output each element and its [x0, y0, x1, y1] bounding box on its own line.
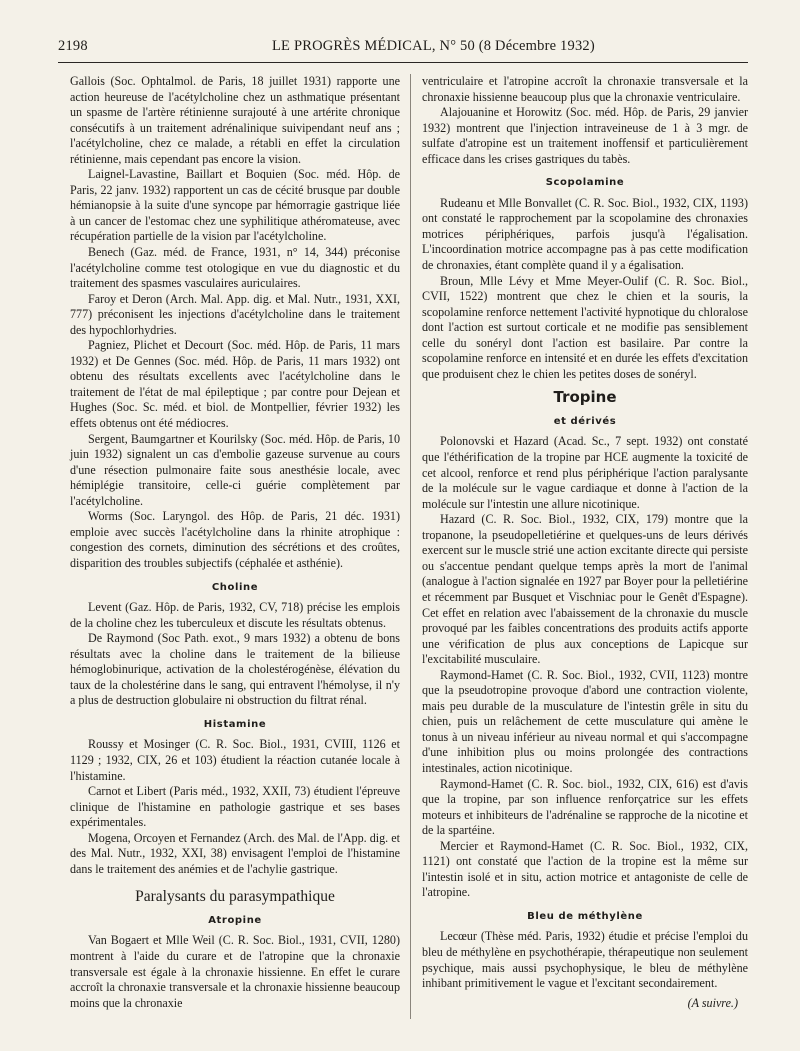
column-divider	[410, 74, 411, 1019]
header-rule	[58, 62, 748, 63]
paragraph: Carnot et Libert (Paris méd., 1932, XXII, 73) étudient l'épreuve clinique de l'histamine en pathologie gastrique et ses bases expérimentales.	[70, 784, 400, 830]
paragraph: Rudeanu et Mlle Bonvallet (C. R. Soc. Biol., 1932, CIX, 1193) ont constaté le rapprochement par la scopolamine des chronaxies motrices périphériques, parfois jusqu'à l'égalisation. L'incoordination motrice accompagne pas à pas cette modification de chronaxies, étant complète quand il y a égalisation.	[422, 195, 748, 273]
section-heading-atropine: Atropine	[208, 914, 262, 926]
page-number: 2198	[58, 38, 88, 54]
section-heading-scopolamine: Scopolamine	[545, 177, 625, 189]
section-heading-paralysants: Paralysants du parasympathique	[135, 888, 335, 906]
paragraph: De Raymond (Soc Path. exot., 9 mars 1932) a obtenu de bons résultats avec la choline dans le traitement de la bilieuse hémoglobinurique, activation de la cholestérogénèse, élévation du taux de la cholestérine dans le sang, qui entravent l'hémolyse, il n'y a plus de destruction globulaire ni obstruction du filtrat rénal.	[70, 631, 400, 708]
paragraph: Benech (Gaz. méd. de France, 1931, n° 14, 344) préconise l'acétylcholine comme test otologique en vue du diagnostic et du traitement des spasmes vasculaires auriculaires.	[70, 245, 400, 291]
paragraph: Raymond-Hamet (C. R. Soc. biol., 1932, CIX, 616) est d'avis que la tropine, par son influence renforçatrice sur les effets moteurs et inhibiteurs de l'adrénaline se rapproche de la nicotine et de la spartéine.	[422, 776, 748, 838]
right-column	[422, 74, 748, 1011]
paragraph: Sergent, Baumgartner et Kourilsky (Soc. méd. Hôp. de Paris, 10 juin 1932) signalent un cas d'embolie gazeuse survenue au cours d'une résection pulmonaire faite sous anesthésie locale, avec hémiplégie transitoire, celle-ci guérie complètement par l'acétylcholine.	[70, 431, 400, 508]
paragraph: Van Bogaert et Mlle Weil (C. R. Soc. Biol., 1931, CVII, 1280) montrent à l'aide du curare et de l'atropine que la chronaxie transversale est égale à la chronaxie hissienne. En effet le curare accroît la chronaxie transversale et la chronaxie hissienne beaucoup moins que la chronaxie	[70, 933, 400, 1010]
section-subheading-derives: et dérivés	[553, 415, 617, 427]
paragraph: Raymond-Hamet (C. R. Soc. Biol., 1932, CVII, 1123) montre que la pseudotropine provoque d'abord une contraction violente, mais peu durable de la musculature de l'intestin grêle in situ du chien, puis un relâchement de cette musculature qui amène le tonus à un niveau inférieur au niveau normal et qui s'accompagne d'une inhibition plus ou moins prolongée des contractions intestinales, action nicotinique.	[422, 667, 748, 775]
paragraph: ventriculaire et l'atropine accroît la chronaxie transversale et la chronaxie hissienne beaucoup plus que la chronaxie ventriculaire.	[422, 74, 748, 104]
paragraph: Laignel-Lavastine, Baillart et Boquien (Soc. méd. Hôp. de Paris, 22 janv. 1932) rapportent un cas de cécité brusque par double hémianopsie à la suite d'une syncope par hémorragie gastrique liée à un cancer de l'estomac chez une syphilitique athéromateuse, avec récupération partielle de la vision par l'acétylcholine.	[70, 167, 400, 244]
paragraph: Mercier et Raymond-Hamet (C. R. Soc. Biol., 1932, CIX, 1121) ont constaté que l'action de la tropine est la même sur l'intestin isolé et in situ, action motrice et antagoniste de celle de l'atropine.	[422, 838, 748, 900]
paragraph: Roussy et Mosinger (C. R. Soc. Biol., 1931, CVIII, 1126 et 1129 ; 1932, CIX, 26 et 103) étudient la réaction cutanée locale à l'histamine.	[70, 737, 400, 783]
paragraph: Alajouanine et Horowitz (Soc. méd. Hôp. de Paris, 29 janvier 1932) montrent que l'injection intraveineuse de 1 à 3 mgr. de sulfate d'atropine est un traitement inoffensif et particulièrement efficace dans les crises gastriques du tabès.	[422, 105, 748, 166]
paragraph: Gallois (Soc. Ophtalmol. de Paris, 18 juillet 1931) rapporte une action heureuse de l'acétylcholine chez un asthmatique présentant un spasme de l'artère rétinienne surajouté à une artérite chronique consécutifs à un traitement adrénalinique suivipendant neuf ans ; l'acétylcholine, chez ce malade, a rétabli en effet la circulation rétinienne, mais cependant pas encore la vision.	[70, 74, 400, 166]
section-heading-tropine: Tropine	[553, 388, 617, 407]
section-heading-histamine: Histamine	[203, 718, 267, 730]
section-heading-bleu: Bleu de méthylène	[527, 910, 643, 922]
paragraph: Levent (Gaz. Hôp. de Paris, 1932, CV, 718) précise les emplois de la choline chez les tuberculeux et discute les résultats obtenus.	[70, 600, 400, 630]
paragraph: Worms (Soc. Laryngol. des Hôp. de Paris, 21 déc. 1931) emploie avec succès l'acétylcholine dans la rhinite atrophique : congestion des cornets, diminution des sécrétions et des croûtes, disparition des troubles subjectifs (céphalée et asthénie).	[70, 509, 400, 570]
paragraph: Broun, Mlle Lévy et Mme Meyer-Oulif (C. R. Soc. Biol., CVII, 1522) montrent que chez le chien et la souris, la scopolamine renforce nettement l'activité hypnotique du chloralose dont l'action est surtout corticale et ne modifie pas sensiblement celle du sonéryl dont l'action est basilaire. Par contre la scopolamine renforce en intensité et en durée les effets d'excitation que produisent chez le chien les petites doses de sonéryl.	[422, 273, 748, 381]
journal-title: LE PROGRÈS MÉDICAL, N° 50 (8 Décembre 1932)	[272, 38, 595, 54]
left-column	[70, 74, 400, 1011]
paragraph: Hazard (C. R. Soc. Biol., 1932, CIX, 179) montre que la tropanone, la pseudopelletiérine et quelques-uns de leurs dérivés exercent sur le muscle strié une action excitante directe qui persiste ou s'accentue pendant quelque temps après la mort de l'animal (analogue à l'action signalée en 1927 par Boyer pour la pelletiérine et récemment par Busquet et Vischniac pour le Genêt d'Espagne). Cet effet en relation avec l'abaissement de la chronaxie du muscle provoqué par les faibles concentrations des produits actifs apporte une vérification de plus aux conceptions de Lapicque sur l'excitabilité musculaire.	[422, 512, 748, 667]
paragraph: Lecœur (Thèse méd. Paris, 1932) étudie et précise l'emploi du bleu de méthylène en psychothérapie, thérapeutique non seulement psychique, mais aussi psychophysique, le bleu de méthylène inhibant primitivement le vague et l'excitant secondairement.	[422, 929, 748, 991]
paragraph: Pagniez, Plichet et Decourt (Soc. méd. Hôp. de Paris, 11 mars 1932) et De Gennes (Soc. méd. Hôp. de Paris, 11 mars 1932) ont obtenu des résultats excellents avec l'acétylcholine dans le traitement de l'état de mal épileptique ; par contre pour Dejean et Hughes (Soc. Sc. méd. et biol. de Montpellier, février 1932) les effets obtenus ont été médiocres.	[70, 338, 400, 431]
paragraph: Polonovski et Hazard (Acad. Sc., 7 sept. 1932) ont constaté que l'éthérification de la tropine par HCE augmente la toxicité de cet alcool, renforce et rend plus périphérique l'action paralysante de la molécule sur le vague cardiaque et donne à l'action de la molécule sur l'intestin une allure nicotinique.	[422, 434, 748, 511]
section-heading-choline: Choline	[211, 581, 259, 593]
continued-note: (A suivre.)	[687, 995, 738, 1010]
paragraph: Mogena, Orcoyen et Fernandez (Arch. des Mal. de l'App. dig. et des Mal. Nutr., 1932, XXI, 38) envisagent l'emploi de l'histamine dans le traitement des anémies et de l'achylie gastrique.	[70, 830, 400, 876]
running-header	[58, 38, 748, 60]
paragraph: Faroy et Deron (Arch. Mal. App. dig. et Mal. Nutr., 1931, XXI, 777) préconisent les injections d'acétylcholine dans le traitement des hypochlorhydries.	[70, 291, 400, 337]
